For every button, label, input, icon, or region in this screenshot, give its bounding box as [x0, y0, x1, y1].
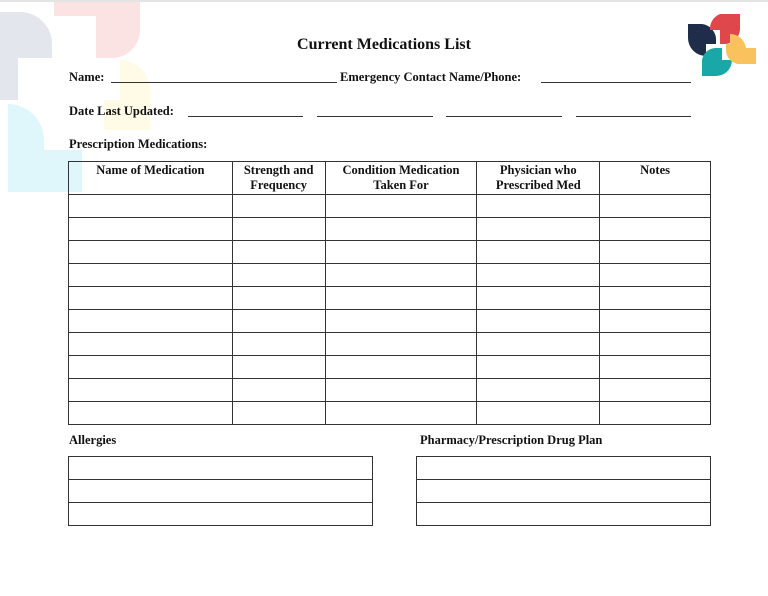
medication-cell[interactable]: [600, 310, 711, 333]
medication-cell[interactable]: [232, 379, 325, 402]
medication-cell[interactable]: [477, 241, 600, 264]
medication-cell[interactable]: [325, 402, 477, 425]
column-header-physician: Physician who Prescribed Med: [477, 162, 600, 195]
medication-cell[interactable]: [600, 264, 711, 287]
prescription-medications-table: [68, 161, 711, 425]
allergy-cell[interactable]: [69, 457, 373, 480]
medication-cell[interactable]: [325, 218, 477, 241]
medication-cell[interactable]: [69, 356, 233, 379]
table-row: [69, 480, 373, 503]
medication-cell[interactable]: [477, 379, 600, 402]
table-row: [69, 264, 711, 287]
name-field[interactable]: [111, 82, 337, 83]
medication-cell[interactable]: [69, 402, 233, 425]
table-row: [69, 356, 711, 379]
emergency-contact-label: Emergency Contact Name/Phone:: [340, 70, 522, 84]
medication-cell[interactable]: [69, 195, 233, 218]
medication-cell[interactable]: [325, 287, 477, 310]
medication-cell[interactable]: [232, 264, 325, 287]
allergies-table: [68, 456, 373, 526]
table-row: [69, 503, 373, 526]
medication-cell[interactable]: [69, 241, 233, 264]
table-row: [69, 195, 711, 218]
medication-cell[interactable]: [325, 241, 477, 264]
medication-cell[interactable]: [477, 356, 600, 379]
column-header-condition: Condition Medication Taken For: [325, 162, 477, 195]
medication-cell[interactable]: [477, 287, 600, 310]
table-row: [417, 503, 711, 526]
name-label: Name:: [69, 70, 105, 84]
date-field-4[interactable]: [576, 116, 691, 117]
table-row: [69, 241, 711, 264]
medication-cell[interactable]: [477, 195, 600, 218]
medication-cell[interactable]: [325, 195, 477, 218]
medication-cell[interactable]: [477, 333, 600, 356]
table-row: [69, 457, 373, 480]
medication-cell[interactable]: [69, 310, 233, 333]
medication-cell[interactable]: [600, 195, 711, 218]
table-row: [69, 218, 711, 241]
table-row: [69, 310, 711, 333]
table-row: [69, 402, 711, 425]
pharmacy-cell[interactable]: [417, 480, 711, 503]
medication-cell[interactable]: [600, 333, 711, 356]
column-header-strength-frequency: Strength and Frequency: [232, 162, 325, 195]
medication-cell[interactable]: [600, 287, 711, 310]
pharmacy-cell[interactable]: [417, 457, 711, 480]
column-header-medication-name: Name of Medication: [69, 162, 233, 195]
medication-cell[interactable]: [600, 379, 711, 402]
medication-cell[interactable]: [477, 264, 600, 287]
medication-cell[interactable]: [325, 264, 477, 287]
medication-cell[interactable]: [232, 287, 325, 310]
document-title: Current Medications List: [297, 36, 471, 53]
medication-cell[interactable]: [232, 310, 325, 333]
column-header-notes: Notes: [600, 162, 711, 195]
date-last-updated-label: Date Last Updated:: [69, 104, 174, 118]
table-row: [69, 287, 711, 310]
medication-cell[interactable]: [232, 402, 325, 425]
table-row: [69, 333, 711, 356]
table-header-row: [69, 162, 711, 195]
allergy-cell[interactable]: [69, 503, 373, 526]
medication-cell[interactable]: [600, 218, 711, 241]
medication-cell[interactable]: [69, 218, 233, 241]
medication-cell[interactable]: [477, 310, 600, 333]
medication-cell[interactable]: [69, 264, 233, 287]
table-row: [417, 480, 711, 503]
table-row: [417, 457, 711, 480]
allergy-cell[interactable]: [69, 480, 373, 503]
date-field-2[interactable]: [317, 116, 433, 117]
medication-cell[interactable]: [232, 195, 325, 218]
medication-cell[interactable]: [232, 218, 325, 241]
pharmacy-heading: Pharmacy/Prescription Drug Plan: [420, 433, 603, 447]
date-field-1[interactable]: [188, 116, 303, 117]
medication-cell[interactable]: [232, 356, 325, 379]
emergency-contact-field[interactable]: [541, 82, 691, 83]
medication-cell[interactable]: [232, 241, 325, 264]
medication-cell[interactable]: [600, 241, 711, 264]
pharmacy-table: [416, 456, 711, 526]
medication-cell[interactable]: [325, 356, 477, 379]
medication-cell[interactable]: [477, 218, 600, 241]
medication-cell[interactable]: [69, 379, 233, 402]
medication-cell[interactable]: [600, 402, 711, 425]
date-field-3[interactable]: [446, 116, 562, 117]
table-row: [69, 379, 711, 402]
medication-cell[interactable]: [325, 310, 477, 333]
medication-cell[interactable]: [600, 356, 711, 379]
medication-cell[interactable]: [325, 333, 477, 356]
medication-cell[interactable]: [477, 402, 600, 425]
allergies-heading: Allergies: [69, 433, 117, 447]
medication-cell[interactable]: [232, 333, 325, 356]
pharmacy-cell[interactable]: [417, 503, 711, 526]
medication-cell[interactable]: [325, 379, 477, 402]
prescription-medications-heading: Prescription Medications:: [69, 137, 208, 151]
medication-cell[interactable]: [69, 333, 233, 356]
medication-cell[interactable]: [69, 287, 233, 310]
